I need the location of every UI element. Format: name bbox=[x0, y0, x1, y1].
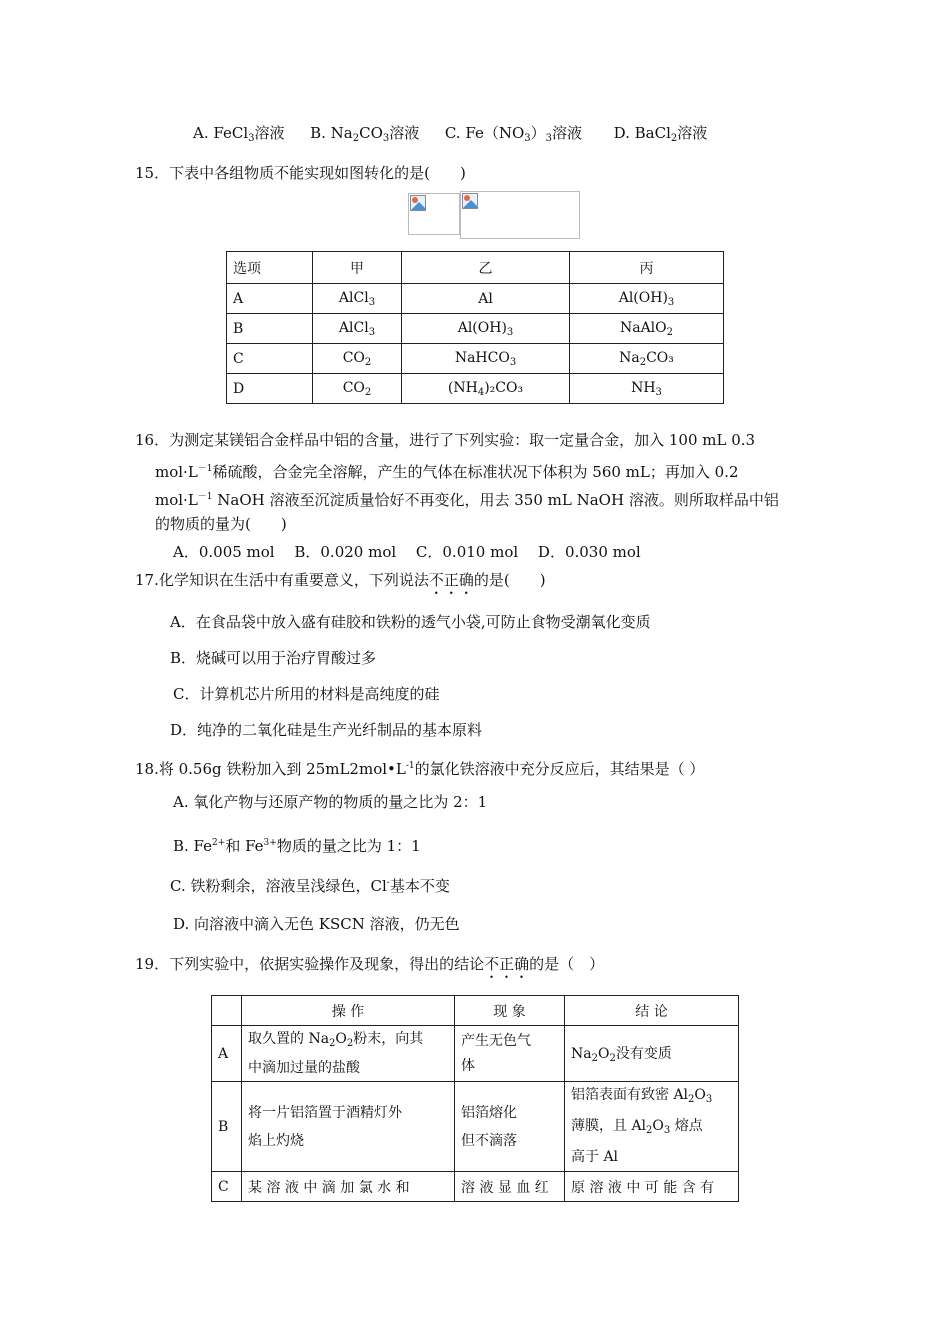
header-jia: 甲 bbox=[313, 252, 402, 284]
q17-stem: 17.化学知识在生活中有重要意义，下列说法不正确的是( ) bbox=[135, 571, 546, 589]
header-operation: 操 作 bbox=[242, 996, 455, 1026]
q16-options: A．0.005 mol B．0.020 mol C．0.010 mol D．0.030 mol bbox=[173, 543, 641, 561]
broken-image-icon bbox=[462, 193, 478, 209]
q14-option-b: B. $Na_2CO_3$溶液 bbox=[310, 124, 420, 144]
header-option: 选项 bbox=[227, 252, 313, 284]
table-row: D $CO_2$ $(NH_4)_2CO_3$ $NH_3$ bbox=[227, 374, 724, 404]
table-row: C $CO_2$ NaHCO$_3$ $Na_2CO_3$ bbox=[227, 344, 724, 374]
table-row: B 将一片铝箔置于酒精灯外 焰上灼烧 铝箔熔化 但不滴落 铝箔表面有致密 $Al_2O_3$ 薄膜，且 $Al_2O_3$ 熔点 高于 Al bbox=[212, 1082, 739, 1172]
q14-option-a: A. FeCl$_3$溶液 bbox=[193, 124, 285, 144]
header-bing: 丙 bbox=[570, 252, 724, 284]
q14-options bbox=[193, 123, 707, 149]
q16-line-4: 的物质的量为( ) bbox=[155, 515, 287, 533]
table-header-row bbox=[227, 252, 724, 284]
table-row: A 取久置的 $Na_2O_2$粉末，向其 中滴加过量的盐酸 产生无色气 体 $Na_2O_2$没有变质 bbox=[212, 1026, 739, 1082]
broken-image-icon bbox=[410, 195, 426, 211]
q19-table bbox=[211, 995, 739, 1202]
q16-line-3: $mol\cdot L^{-1}$ NaOH 溶液至沉淀质量恰好不再变化，用去 350 mL NaOH 溶液。则所取样品中铝 bbox=[155, 491, 779, 509]
q17-option-c: C．计算机芯片所用的材料是高纯度的硅 bbox=[173, 685, 440, 703]
q16-line-1: 16．为测定某镁铝合金样品中铝的含量，进行了下列实验：取一定量合金，加入 100 mL 0.3 bbox=[135, 431, 756, 449]
q15-table bbox=[226, 251, 724, 404]
q14-option-c: C. $Fe(NO_3)_3$溶液 bbox=[444, 124, 583, 144]
table-row: A AlCl$_3$ Al $Al(OH)_3$ bbox=[227, 284, 724, 314]
q18-option-c: C. 铁粉剩余，溶液呈浅绿色，Cl-基本不变 bbox=[170, 877, 450, 895]
table-header-row bbox=[212, 996, 739, 1026]
header-conclusion: 结 论 bbox=[565, 996, 739, 1026]
q17-option-d: D．纯净的二氧化硅是生产光纤制品的基本原料 bbox=[170, 721, 483, 739]
header-phenomenon: 现 象 bbox=[455, 996, 565, 1026]
q18-option-d: D. 向溶液中滴入无色 KSCN 溶液，仍无色 bbox=[173, 915, 460, 933]
table-row: C 某 溶 液 中 滴 加 氯 水 和 溶 液 显 血 红 原 溶 液 中 可 能 含 有 bbox=[212, 1172, 739, 1202]
q17-option-b: B．烧碱可以用于治疗胃酸过多 bbox=[170, 649, 377, 667]
q15-stem: 15．下表中各组物质不能实现如图转化的是( ) bbox=[135, 164, 466, 182]
q18-option-a: A. 氧化产物与还原产物的物质的量之比为 2：1 bbox=[173, 793, 488, 811]
broken-image-1 bbox=[408, 193, 460, 235]
q16-line-2: $mol\cdot L^{-1}$稀硫酸，合金完全溶解，产生的气体在标准状况下体积为 560 mL；再加入 0.2 bbox=[155, 463, 739, 481]
broken-image-2 bbox=[460, 191, 580, 239]
header-yi: 乙 bbox=[402, 252, 570, 284]
q19-stem: 19．下列实验中，依据实验操作及现象，得出的结论不正确的是（ ） bbox=[135, 955, 605, 973]
q18-option-b: B. $Fe^{2+}$和 $Fe^{3+}$物质的量之比为 1：1 bbox=[173, 837, 421, 855]
q14-option-d: D. BaCl$_2$溶液 bbox=[613, 124, 708, 144]
q18-stem: 18.将 0.56g 铁粉加入到 $25mL2mol•L^{-1}$的氯化铁溶液中充分反应后，其结果是（ ） bbox=[135, 760, 705, 778]
q17-option-a: A．在食品袋中放入盛有硅胶和铁粉的透气小袋,可防止食物受潮氧化变质 bbox=[170, 613, 651, 631]
table-row: B AlCl$_3$ $Al(OH)_3$ NaAlO$_2$ bbox=[227, 314, 724, 344]
